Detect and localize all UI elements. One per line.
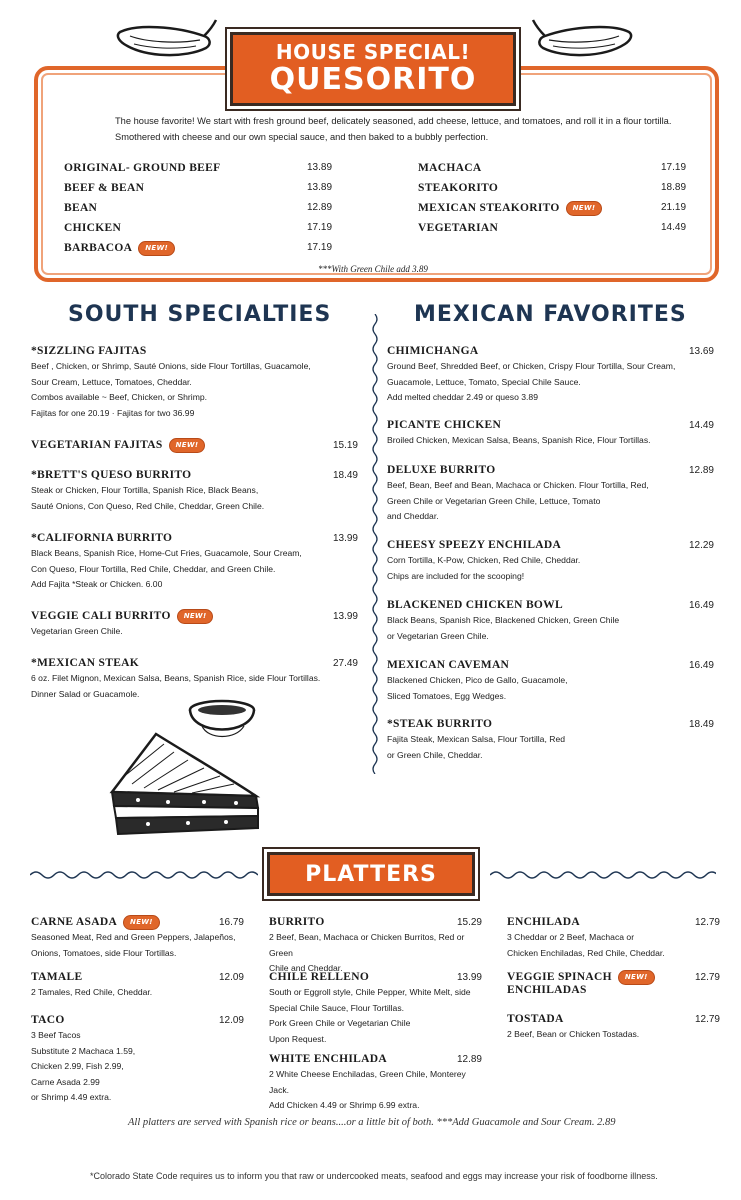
menu-item-description: 2 Tamales, Red Chile, Cheddar.: [31, 987, 153, 997]
menu-item-header: [507, 914, 720, 930]
menu-item-price: 13.89: [307, 162, 333, 173]
menu-item-description: Upon Request.: [269, 1033, 327, 1044]
menu-item-description: Add Chicken 4.49 or Shrimp 6.99 extra.: [269, 1100, 420, 1110]
menu-item: [31, 437, 358, 453]
menu-item: [387, 716, 714, 763]
menu-item-name: BLACKENED CHICKEN BOWL: [387, 599, 563, 611]
menu-item-price: 12.89: [307, 202, 333, 213]
menu-item-row: [418, 199, 602, 217]
menu-item-row: [64, 239, 175, 257]
menu-item-description: Add Fajita *Steak or Chicken. 6.00: [31, 579, 163, 589]
menu-item-header: [507, 1011, 720, 1027]
menu-item-price: 12.79: [694, 971, 720, 983]
menu-item-description: Carne Asada 2.99: [31, 1076, 100, 1087]
menu-item-description: Pork Green Chile or Vegetarian Chile: [269, 1018, 411, 1028]
menu-item-title: [387, 599, 563, 611]
menu-item-price: 13.69: [688, 345, 714, 357]
menu-item-header: [269, 914, 482, 930]
menu-item-header: [387, 597, 714, 613]
chile-pepper-right-icon: [531, 18, 633, 64]
menu-item-title: [31, 915, 160, 930]
menu-item-description: Seasoned Meat, Red and Green Peppers, Jalapeños,: [31, 932, 236, 942]
menu-item-description: 3 Cheddar or 2 Beef, Machaca or: [507, 932, 635, 942]
house-special-banner: [230, 32, 516, 106]
menu-item-header: [387, 343, 714, 359]
platters-divider-right: [490, 869, 716, 881]
menu-item-description: Beef, Bean, Beef and Bean, Machaca or Chicken. Flour Tortilla, Red,: [387, 480, 649, 490]
menu-item-header: [387, 417, 714, 433]
menu-item-price: 15.29: [456, 916, 482, 928]
menu-item-description: 2 Beef, Bean or Chicken Tostadas.: [507, 1029, 640, 1039]
menu-item-name: VEGETARIAN FAJITAS: [31, 439, 163, 451]
menu-item-header: [269, 969, 482, 985]
platters-note: All platters are served with Spanish rice or beans....or a little bit of both. ***Add Guacamole and Sour Cream. 2.89: [128, 1117, 616, 1128]
house-special-label: HOUSE SPECIAL!: [275, 40, 471, 64]
menu-item-price: 17.19: [307, 242, 333, 253]
menu-item-price: 13.99: [456, 971, 482, 983]
menu-item: [31, 655, 358, 702]
menu-item-description: Chicken Enchiladas, Red Chile, Cheddar.: [507, 947, 665, 958]
menu-item-description: Chicken 2.99, Fish 2.99,: [31, 1061, 124, 1071]
menu-item-name: CHEESY SPEEZY ENCHILADA: [387, 539, 562, 551]
platters-banner: [267, 852, 475, 896]
menu-item-name: TOSTADA: [507, 1013, 564, 1025]
house-special-title: QUESORITO: [269, 62, 477, 97]
menu-item-header: [387, 537, 714, 553]
health-warning: *Colorado State Code requires us to inform you that raw or undercooked meats, seafood and eggs may increase your risk of foodborne illness.: [90, 1171, 658, 1181]
menu-item-header: [31, 608, 358, 624]
menu-item-header: [31, 914, 244, 930]
menu-item-row: [64, 179, 144, 197]
menu-item-description: Special Chile Sauce, Flour Tortillas.: [269, 1002, 405, 1013]
menu-item-name: VEGGIE CALI BURRITO: [31, 610, 171, 622]
menu-item-description: Sour Cream, Lettuce, Tomatoes, Cheddar.: [31, 376, 192, 387]
menu-item-description: Sliced Tomatoes, Egg Wedges.: [387, 690, 507, 701]
menu-item-name: MEXICAN CAVEMAN: [387, 659, 510, 671]
menu-item-name-line2: ENCHILADAS: [507, 984, 587, 996]
menu-item-name: DELUXE BURRITO: [387, 464, 496, 476]
menu-item-title: [387, 345, 478, 357]
menu-item-description: or Shrimp 4.49 extra.: [31, 1092, 112, 1102]
menu-item-header: [387, 462, 714, 478]
menu-item-price: 12.09: [218, 1014, 244, 1026]
menu-item-name: ENCHILADA: [507, 916, 580, 928]
menu-item-price: 13.89: [307, 182, 333, 193]
menu-item: [507, 1011, 720, 1043]
new-badge: NEW!: [138, 241, 175, 256]
menu-item-name: PICANTE CHICKEN: [387, 419, 502, 431]
menu-item-price: 12.79: [694, 916, 720, 928]
vertical-wavy-divider: [370, 314, 380, 774]
menu-item: [31, 530, 358, 593]
menu-item-name: BURRITO: [269, 916, 325, 928]
menu-item: [31, 467, 358, 514]
menu-item-price: 18.49: [688, 718, 714, 730]
menu-item-description: Blackened Chicken, Pico de Gallo, Guacamole,: [387, 675, 568, 685]
menu-item: [387, 537, 714, 584]
menu-item-name: MEXICAN STEAKORITO: [418, 202, 560, 214]
menu-item-title: [387, 419, 501, 431]
menu-item-row: [418, 219, 498, 237]
menu-item: [387, 657, 714, 704]
green-chile-note: ***With Green Chile add 3.89: [318, 264, 428, 274]
menu-item-description: Corn Tortilla, K-Pow, Chicken, Red Chile, Cheddar.: [387, 555, 581, 565]
menu-item-name: TAMALE: [31, 971, 83, 983]
menu-item-name: WHITE ENCHILADA: [269, 1053, 387, 1065]
menu-item-price: 21.19: [661, 202, 687, 213]
menu-item-description: Guacamole, Lettuce, Tomato, Special Chile Sauce.: [387, 376, 581, 387]
chile-pepper-left-icon: [116, 18, 218, 64]
new-badge: NEW!: [169, 438, 206, 453]
menu-item-title: [31, 657, 139, 669]
menu-item-title: [507, 1013, 564, 1025]
menu-item-title: [31, 469, 191, 481]
menu-item-price: 16.49: [688, 599, 714, 611]
menu-item: [269, 969, 482, 1047]
menu-item-name: CHILE RELLENO: [269, 971, 370, 983]
quesadilla-illustration: [108, 696, 268, 842]
menu-item-name: BEEF & BEAN: [64, 182, 145, 194]
menu-item-header: [387, 657, 714, 673]
menu-item-price: 16.79: [218, 916, 244, 928]
menu-item-description: Onions, Tomatoes, side Flour Tortillas.: [31, 947, 177, 958]
menu-item-description: 2 Beef, Bean, Machaca or Chicken Burritos, Red or Green: [269, 932, 465, 958]
new-badge: NEW!: [566, 201, 603, 216]
menu-item-title: [31, 438, 205, 453]
menu-item-description: South or Eggroll style, Chile Pepper, White Melt, side: [269, 987, 471, 997]
menu-item-description: Substitute 2 Machaca 1.59,: [31, 1045, 136, 1056]
menu-item-price: 14.49: [661, 222, 687, 233]
menu-item-name: MACHACA: [418, 162, 482, 174]
menu-item: [31, 1012, 244, 1106]
menu-item: [269, 914, 482, 977]
menu-item-header: [507, 969, 720, 985]
menu-item-name: BARBACOA: [64, 242, 133, 254]
menu-item: [31, 914, 244, 961]
menu-item-row: [418, 179, 498, 197]
menu-item-price: 18.89: [661, 182, 687, 193]
menu-item-description: Black Beans, Spanish Rice, Home-Cut Fries, Guacamole, Sour Cream,: [31, 548, 302, 558]
menu-item-price: 18.49: [332, 469, 358, 481]
menu-item-name: *SIZZLING FAJITAS: [31, 345, 147, 357]
south-specialties-title: SOUTH SPECIALTIES: [68, 302, 332, 327]
menu-item-description: Dinner Salad or Guacamole.: [31, 688, 140, 699]
menu-item-header: [387, 716, 714, 732]
menu-item-description: Add melted cheddar 2.49 or queso 3.89: [387, 392, 538, 402]
menu-item-description: Chile and Cheddar.: [269, 963, 343, 973]
menu-item-name: *STEAK BURRITO: [387, 718, 493, 730]
menu-item-name: VEGGIE SPINACH: [507, 971, 612, 983]
menu-item-price: 17.19: [661, 162, 687, 173]
menu-item-description: Chips are included for the scooping!: [387, 570, 525, 581]
menu-item: [507, 969, 720, 996]
menu-item-name: VEGETARIAN: [418, 222, 499, 234]
menu-item: [31, 608, 358, 640]
platters-divider-left: [30, 869, 258, 881]
menu-item-description: Vegetarian Green Chile.: [31, 626, 123, 636]
menu-item-price: 12.79: [694, 1013, 720, 1025]
menu-item-price: 12.89: [688, 464, 714, 476]
menu-item-description: 2 White Cheese Enchiladas, Green Chile, Monterey Jack.: [269, 1069, 466, 1095]
menu-item-title: [31, 609, 213, 624]
menu-item-description: Con Queso, Flour Tortilla, Red Chile, Cheddar, and Green Chile.: [31, 563, 276, 574]
menu-item-title: [269, 971, 369, 983]
menu-item-title: [31, 1014, 65, 1026]
menu-item-header: [31, 969, 244, 985]
menu-item-title: [387, 464, 495, 476]
menu-item-description: and Cheddar.: [387, 511, 439, 521]
menu-item-title: [507, 970, 655, 985]
menu-item-header: [31, 530, 358, 546]
menu-item-description: or Green Chile, Cheddar.: [387, 749, 483, 760]
menu-item-row: [64, 199, 97, 217]
menu-item: [387, 343, 714, 406]
platters-title: PLATTERS: [305, 861, 437, 887]
menu-item-price: 13.99: [332, 610, 358, 622]
menu-item-description: Green Chile or Vegetarian Green Chile, Lettuce, Tomato: [387, 495, 601, 506]
menu-item-title: [507, 916, 580, 928]
menu-item-description: Fajitas for one 20.19 · Fajitas for two 36.99: [31, 407, 195, 418]
menu-item-name: CHICKEN: [64, 222, 122, 234]
menu-item-name: *CALIFORNIA BURRITO: [31, 532, 173, 544]
menu-item-header: [31, 437, 358, 453]
menu-item-price: 15.19: [332, 439, 358, 451]
menu-item-description: Sauté Onions, Con Queso, Red Chile, Cheddar, Green Chile.: [31, 500, 265, 511]
menu-item-header: [269, 1051, 482, 1067]
menu-item-description: Broiled Chicken, Mexican Salsa, Beans, Spanish Rice, Flour Tortillas.: [387, 435, 651, 445]
menu-item: [387, 597, 714, 644]
new-badge: NEW!: [123, 915, 160, 930]
menu-item-name: CHIMICHANGA: [387, 345, 479, 357]
menu-item-price: 12.29: [688, 539, 714, 551]
menu-item-row: [64, 159, 220, 177]
menu-item-name: ORIGINAL- GROUND BEEF: [64, 162, 221, 174]
menu-item: [31, 343, 358, 421]
menu-item: [387, 462, 714, 525]
menu-item: [387, 417, 714, 449]
menu-item-header: [31, 655, 358, 671]
menu-item-description: 6 oz. Filet Mignon, Mexican Salsa, Beans, Spanish Rice, side Flour Tortillas.: [31, 673, 321, 683]
menu-item-description: Beef , Chicken, or Shrimp, Sauté Onions, side Flour Tortillas, Guacamole,: [31, 361, 311, 371]
menu-item-price: 16.49: [688, 659, 714, 671]
menu-item-description: or Vegetarian Green Chile.: [387, 630, 489, 641]
menu-item-title: [31, 532, 172, 544]
menu-item-row: [418, 159, 481, 177]
new-badge: NEW!: [177, 609, 214, 624]
menu-item-description: Steak or Chicken, Flour Tortilla, Spanish Rice, Black Beans,: [31, 485, 259, 495]
menu-item-price: 17.19: [307, 222, 333, 233]
menu-item-description: Ground Beef, Shredded Beef, or Chicken, Crispy Flour Tortilla, Sour Cream,: [387, 361, 676, 371]
menu-item-header: [31, 343, 358, 359]
menu-item: [31, 969, 244, 1001]
menu-item-description: 3 Beef Tacos: [31, 1030, 81, 1040]
menu-item-price: 14.49: [688, 419, 714, 431]
menu-item-title: [269, 1053, 387, 1065]
menu-item-title: [269, 916, 325, 928]
menu-item-name: *BRETT'S QUESO BURRITO: [31, 469, 192, 481]
menu-item-description: Fajita Steak, Mexican Salsa, Flour Tortilla, Red: [387, 734, 565, 744]
house-special-description: The house favorite! We start with fresh ground beef, delicately seasoned, add cheese, lettuce, and tomatoes, and roll it in a flour tortilla. Smothered with cheese and our own special sauce, and then baked to a bubbly perfection.: [115, 116, 672, 142]
menu-item-name: CARNE ASADA: [31, 916, 118, 928]
menu-item-name: TACO: [31, 1014, 65, 1026]
menu-item-title: [387, 539, 561, 551]
menu-item-name: *MEXICAN STEAK: [31, 657, 140, 669]
menu-item-title: [387, 659, 509, 671]
menu-item-name: BEAN: [64, 202, 98, 214]
menu-item-price: 12.89: [456, 1053, 482, 1065]
menu-item: [269, 1051, 482, 1114]
menu-item-description: Combos available ~ Beef, Chicken, or Shrimp.: [31, 392, 208, 402]
new-badge: NEW!: [618, 970, 655, 985]
menu-item-title: [387, 718, 492, 730]
menu-item-header: [31, 467, 358, 483]
menu-item-price: 27.49: [332, 657, 358, 669]
menu-item: [507, 914, 720, 961]
menu-item-description: Black Beans, Spanish Rice, Blackened Chicken, Green Chile: [387, 615, 620, 625]
menu-item-price: 13.99: [332, 532, 358, 544]
menu-item-name: STEAKORITO: [418, 182, 499, 194]
menu-item-price: 12.09: [218, 971, 244, 983]
menu-item-header: [31, 1012, 244, 1028]
mexican-favorites-title: MEXICAN FAVORITES: [414, 302, 687, 327]
menu-item-row: [64, 219, 121, 237]
menu-item-title: [31, 971, 82, 983]
menu-item-title: [31, 345, 147, 357]
